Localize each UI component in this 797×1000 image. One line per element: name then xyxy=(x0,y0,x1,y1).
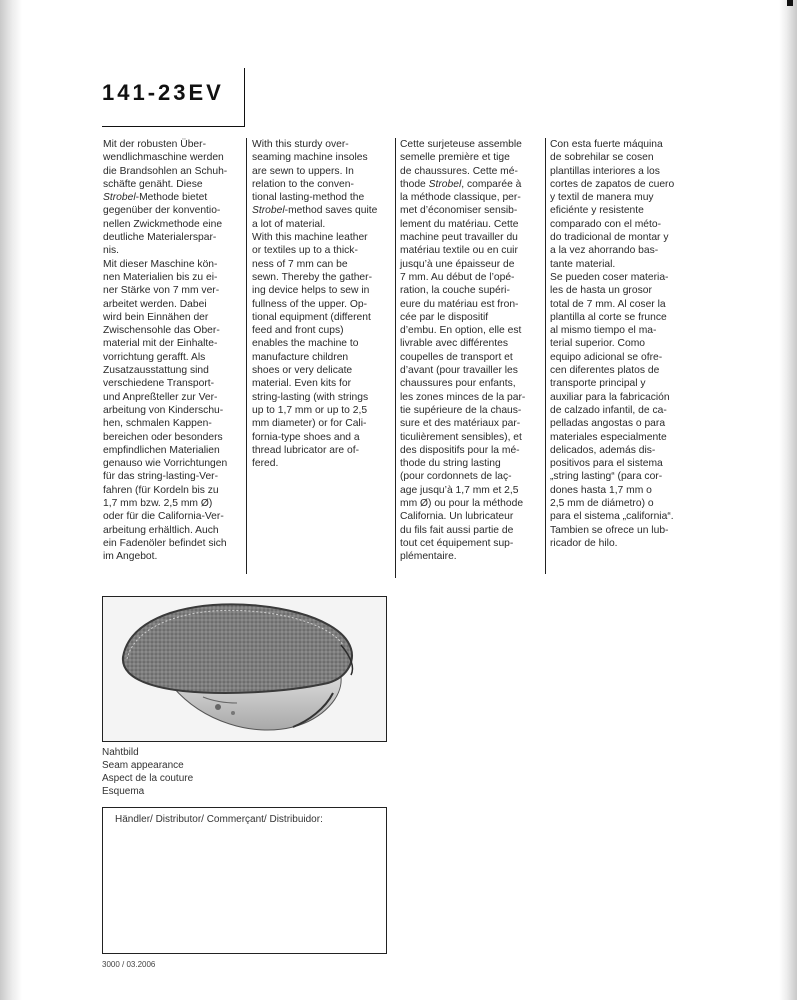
distributor-box xyxy=(102,807,387,954)
seam-photo-image xyxy=(103,597,386,741)
column-english: With this sturdy over- seaming machine insoles are sewn to uppers. In relation to the conven- tional lasting-method the Strobel-method saves quite a lot of material. With this machine leather or textiles up to a thick- ness of 7 mm can be sewn. Thereby the gather- ing device helps to sew in fullness of the upper. Op- tional equipment (different feed and front cups) enables the machine to manufacture children shoes or very delicate material. Even kits for string-lasting (with strings up to 1,7 mm or up to 2,5 mm diameter) or for Cali- fornia-type shoes and a thread lubricator are of- fered. xyxy=(252,139,378,470)
title-divider-horizontal xyxy=(102,126,245,127)
column-divider xyxy=(395,138,396,578)
column-divider xyxy=(246,138,247,574)
seam-photo xyxy=(102,596,387,742)
footer-code: 3000 / 03.2006 xyxy=(102,960,156,969)
caption-de: Nahtbild xyxy=(102,747,139,758)
column-divider xyxy=(545,138,546,574)
page-title: 141-23EV xyxy=(102,80,224,105)
caption-fr: Aspect de la couture xyxy=(102,773,194,784)
title-divider-vertical xyxy=(244,68,245,126)
caption-es: Esquema xyxy=(102,786,145,797)
photo-caption xyxy=(102,746,193,798)
page-edge-left xyxy=(0,0,22,1000)
caption-en: Seam appearance xyxy=(102,760,184,771)
column-french: Cette surjeteuse assemble semelle première et tige de chaussures. Cette mé- thode Strobel, comparée à la méthode classique, per- met d’économiser sensib- lement du matériau. Cette machine peut travailler du matériau textile ou en cuir jusqu’à une épaisseur de 7 mm. Au début de l’opé- ration, la couche supéri- eure du matériau est fron- cée par le dispositif d’embu. En option, elle est livrable avec différentes coupelles de transport et d’avant (pour travailler les chaussures pour enfants, les zones minces de la par- tie supérieure de la chaus- sure et des matériaux par- ticulièrement sensibles), et des dispositifs pour la mé- thode du string lasting (pour cordonnets de laç- age jusqu’à 1,7 mm et 2,5 mm Ø) ou pour la méthode California. Un lubricateur du fils fait aussi partie de tout cet équipement sup- plémentaire. xyxy=(400,139,526,563)
method-name: Strobel xyxy=(428,178,462,190)
method-name: Strobel xyxy=(252,205,285,217)
method-name: Strobel xyxy=(103,192,136,204)
column-spanish: Con esta fuerte máquina de sobrehilar se cosen plantillas interiores a los cortes de zapatos de cuero y textil de manera muy eficiénte y resistente comparado con el méto- do tradicional de montar y a la vez ahorrando bas- tante material. Se pueden coser materia- les de hasta un grosor total de 7 mm. Al coser la plantilla al corte se frunce al mismo tiempo el ma- terial superior. Como equipo adicional se ofre- cen diferentes platos de transporte principal y auxiliar para la fabricación de calzado infantil, de ca- pelladas angostas o para materiales especialmente delicados, además dis- positivos para el sistema „string lasting“ (para cor- dones hasta 1,7 mm o 2,5 mm de diámetro) o para el sistema „california“. Tambien se ofrece un lub- ricador de hilo. xyxy=(550,139,675,549)
page-edge-right xyxy=(779,0,797,1000)
corner-mark xyxy=(787,0,793,6)
distributor-label: Händler/ Distributor/ Commerçant/ Distribuidor: xyxy=(115,814,323,825)
column-german: Mit der robusten Über- wendlichmaschine werden die Brandsohlen an Schuh- schäfte genäht. Diese Strobel-Methode bietet gegenüber der konventio- nellen Zwickmethode eine deutliche Materialerspar- nis. Mit dieser Maschine kön- nen Materialien bis zu ei- ner Stärke von 7 mm ver- arbeitet werden. Dabei wird bein Einnähen der Zwischensohle das Ober- material mit der Einhalte- vorrichtung gerafft. Als Zusatzausstattung sind verschiedene Transport- und Anpreßteller zur Ver- arbeitung von Kinderschu- hen, schmalen Kappen- bereichen oder besonders empfindlichen Materialien genauso wie Vorrichtungen für das string-lasting-Ver- fahren (für Kordeln bis zu 1,7 mm bzw. 2,5 mm Ø) oder für die California-Ver- arbeitung erhältlich. Auch ein Fadenöler befindet sich im Angebot. xyxy=(103,139,228,563)
